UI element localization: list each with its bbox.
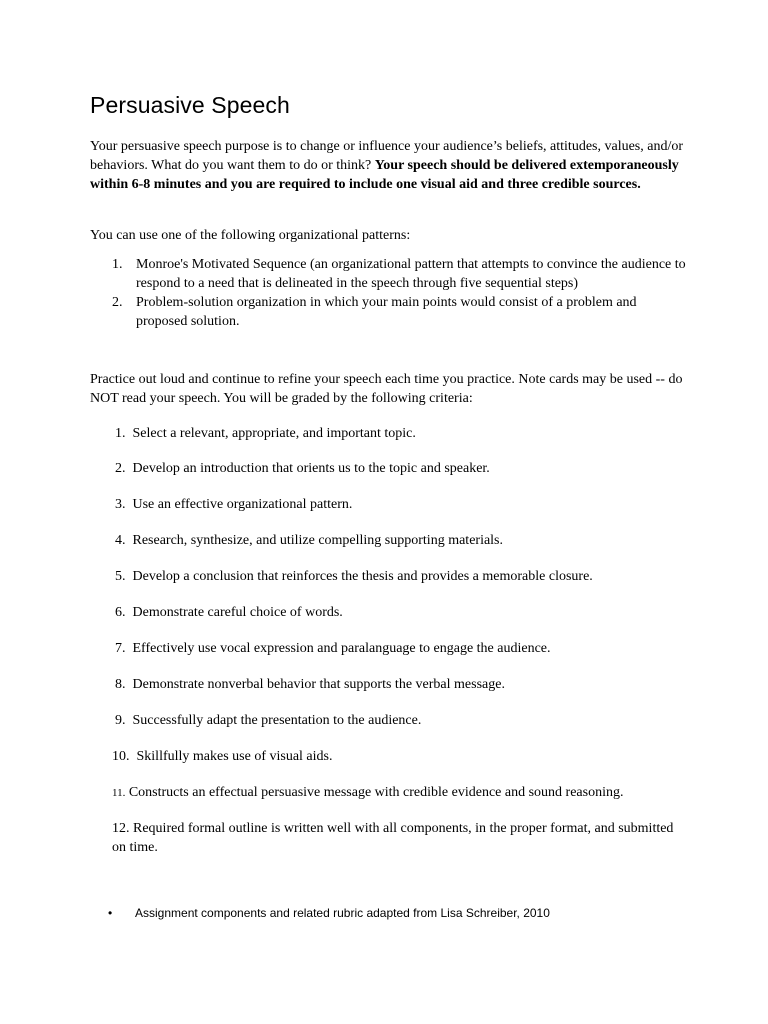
criteria-item: [112, 819, 687, 857]
criteria-text: Develop an introduction that orients us to the topic and speaker.: [132, 461, 490, 476]
list-item: [90, 293, 690, 331]
intro-paragraph: [90, 137, 690, 194]
criteria-text: Demonstrate nonverbal behavior that supports the verbal message.: [132, 677, 505, 692]
criteria-number: 3.: [115, 497, 126, 512]
bullet-icon: •: [108, 906, 113, 920]
list-number: 2.: [112, 295, 123, 310]
criteria-text: Skillfully makes use of visual aids.: [136, 749, 333, 764]
criteria-number: 6.: [115, 605, 126, 620]
criteria-number: 8.: [115, 677, 126, 692]
criteria-text: Successfully adapt the presentation to the audience.: [132, 713, 422, 728]
criteria-item: [115, 675, 690, 694]
criteria-text: Research, synthesize, and utilize compelling supporting materials.: [132, 533, 504, 548]
patterns-list: [90, 255, 690, 331]
criteria-number: 10.: [112, 749, 130, 764]
criteria-text: Required formal outline is written well with all components, in the proper format, and submitted on time.: [112, 821, 674, 855]
list-item: [90, 255, 690, 293]
criteria-text: Effectively use vocal expression and paralanguage to engage the audience.: [132, 641, 551, 656]
criteria-item: [112, 747, 687, 766]
list-number: 1.: [112, 257, 123, 272]
criteria-text: Use an effective organizational pattern.: [132, 497, 353, 512]
criteria-number: 5.: [115, 569, 126, 584]
intro-requirements: Your speech should be delivered extemporaneously within 6-8 minutes and you are required to include one visual aid and three credible sources.: [90, 158, 679, 192]
criteria-text: Select a relevant, appropriate, and important topic.: [132, 426, 416, 441]
criteria-number: 12.: [112, 821, 130, 836]
intro-text: Your persuasive speech purpose is to change or influence your audience’s beliefs, attitudes, values, and/or behaviors. What do you want them to do or think?: [90, 139, 684, 173]
criteria-item: [115, 603, 690, 622]
criteria-item: [115, 531, 690, 550]
criteria-number: 9.: [115, 713, 126, 728]
criteria-number: 11.: [112, 787, 126, 799]
practice-paragraph: Practice out loud and continue to refine your speech each time you practice. Note cards may be used -- do NOT read your speech. You will be graded by the following criteria:: [90, 372, 683, 406]
list-text: Problem-solution organization in which your main points would consist of a problem and proposed solution.: [136, 295, 637, 329]
patterns-intro: You can use one of the following organizational patterns:: [90, 228, 411, 243]
criteria-item: [115, 567, 690, 586]
criteria-number: 4.: [115, 533, 126, 548]
page-title: Persuasive Speech: [90, 92, 290, 118]
criteria-item: [115, 639, 690, 658]
criteria-number: 2.: [115, 461, 126, 476]
criteria-item: [112, 783, 687, 803]
list-text: Monroe's Motivated Sequence (an organizational pattern that attempts to convince the audience to respond to a need that is delineated in the speech through five sequential steps): [136, 257, 686, 291]
criteria-text: Constructs an effectual persuasive message with credible evidence and sound reasoning.: [128, 785, 624, 800]
criteria-item: [115, 711, 690, 730]
criteria-item: [115, 495, 690, 514]
criteria-text: Develop a conclusion that reinforces the thesis and provides a memorable closure.: [132, 569, 593, 584]
criteria-number: 7.: [115, 641, 126, 656]
footnote-text: Assignment components and related rubric adapted from Lisa Schreiber, 2010: [135, 906, 550, 920]
criteria-item: [115, 459, 690, 478]
criteria-text: Demonstrate careful choice of words.: [132, 605, 343, 620]
criteria-item: [115, 424, 690, 443]
criteria-number: 1.: [115, 426, 126, 441]
